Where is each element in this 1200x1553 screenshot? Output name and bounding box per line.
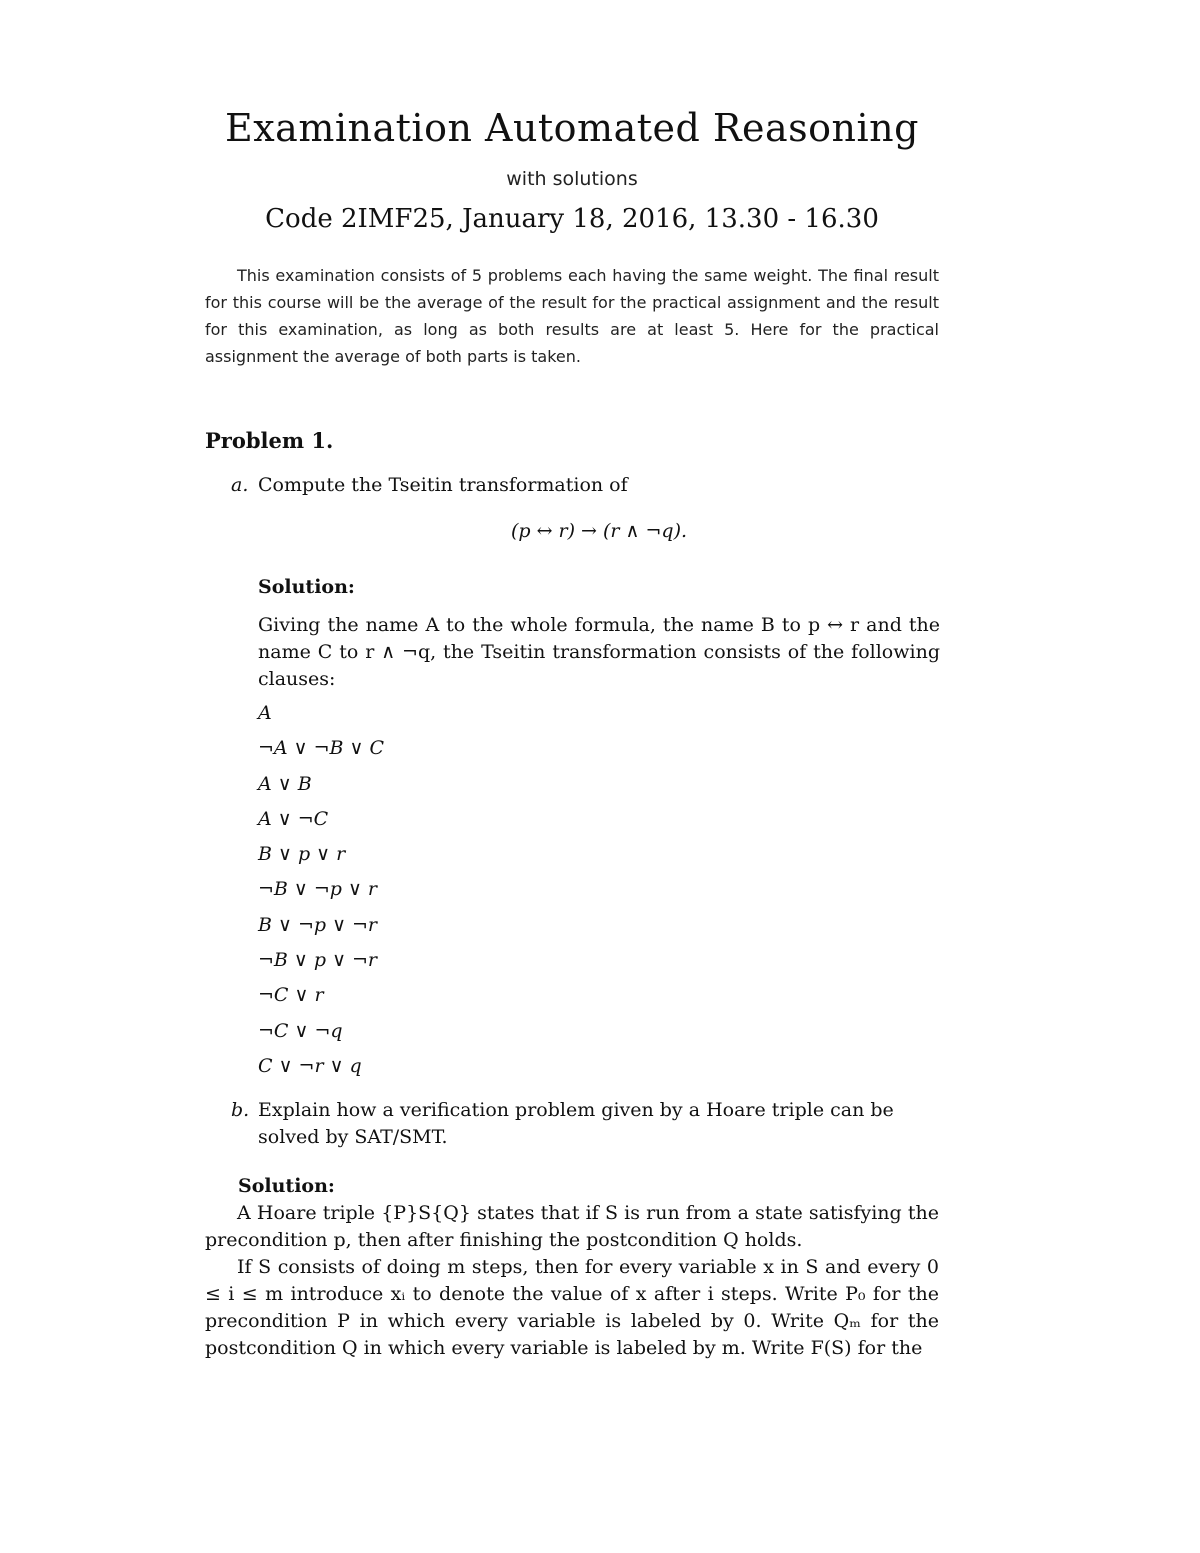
tseitin-formula: (p ↔ r) → (r ∧ ¬q). [510, 520, 688, 542]
clause: A ∨ ¬C [258, 807, 329, 830]
part-b-solution [205, 1200, 939, 1362]
clause: ¬C ∨ r [258, 984, 324, 1007]
clause: B ∨ ¬p ∨ ¬r [258, 913, 378, 936]
clause: ¬A ∨ ¬B ∨ C [258, 737, 385, 760]
exam-subtitle: with solutions [506, 168, 638, 190]
part-b-solution-paragraph-1: A Hoare triple {P}S{Q} states that if S is run from a state satisfying the precondition p, then after finishing the postcondition Q holds. [205, 1202, 939, 1251]
part-a-question: Compute the Tseitin transformation of [258, 474, 628, 496]
exam-code-date: Code 2IMF25, January 18, 2016, 13.30 - 16.30 [265, 204, 879, 234]
clause: B ∨ p ∨ r [258, 843, 346, 866]
clause: A [258, 702, 272, 724]
intro-paragraph: This examination consists of 5 problems each having the same weight. The final result for this course will be the average of the result for the practical assignment and the result for this examination, as long as both results are at least 5. Here for the practical assignment the average of both parts is taken. [205, 266, 939, 366]
part-b-marker: b. [231, 1099, 250, 1121]
part-a-solution-text: Giving the name A to the whole formula, the name B to p ↔ r and the name C to r ∧ ¬q, the Tseitin transformation consists of the following clauses: [258, 614, 940, 690]
clause: A ∨ B [258, 772, 312, 795]
clause: ¬B ∨ p ∨ ¬r [258, 949, 378, 972]
problem-1-heading: Problem 1. [205, 428, 334, 453]
part-b-question: Explain how a verification problem given by a Hoare triple can be solved by SAT/SMT. [258, 1099, 894, 1148]
clause: ¬B ∨ ¬p ∨ r [258, 878, 378, 901]
part-a-marker: a. [231, 474, 249, 496]
part-b-solution-paragraph-2: If S consists of doing m steps, then for every variable x in S and every 0 ≤ i ≤ m introduce xᵢ to denote the value of x after i steps. Write P₀ for the precondition P in which every variable is labeled by 0. Write Qₘ for the postcondition Q in which every variable is labeled by m. Write F(S) for the [205, 1256, 939, 1359]
exam-title: Examination Automated Reasoning [225, 106, 919, 150]
clause: C ∨ ¬r ∨ q [258, 1054, 362, 1077]
part-b-solution-label: Solution: [238, 1175, 335, 1197]
clause-list [258, 700, 384, 1088]
clause: ¬C ∨ ¬q [258, 1019, 343, 1042]
part-a-solution-label: Solution: [258, 576, 355, 598]
